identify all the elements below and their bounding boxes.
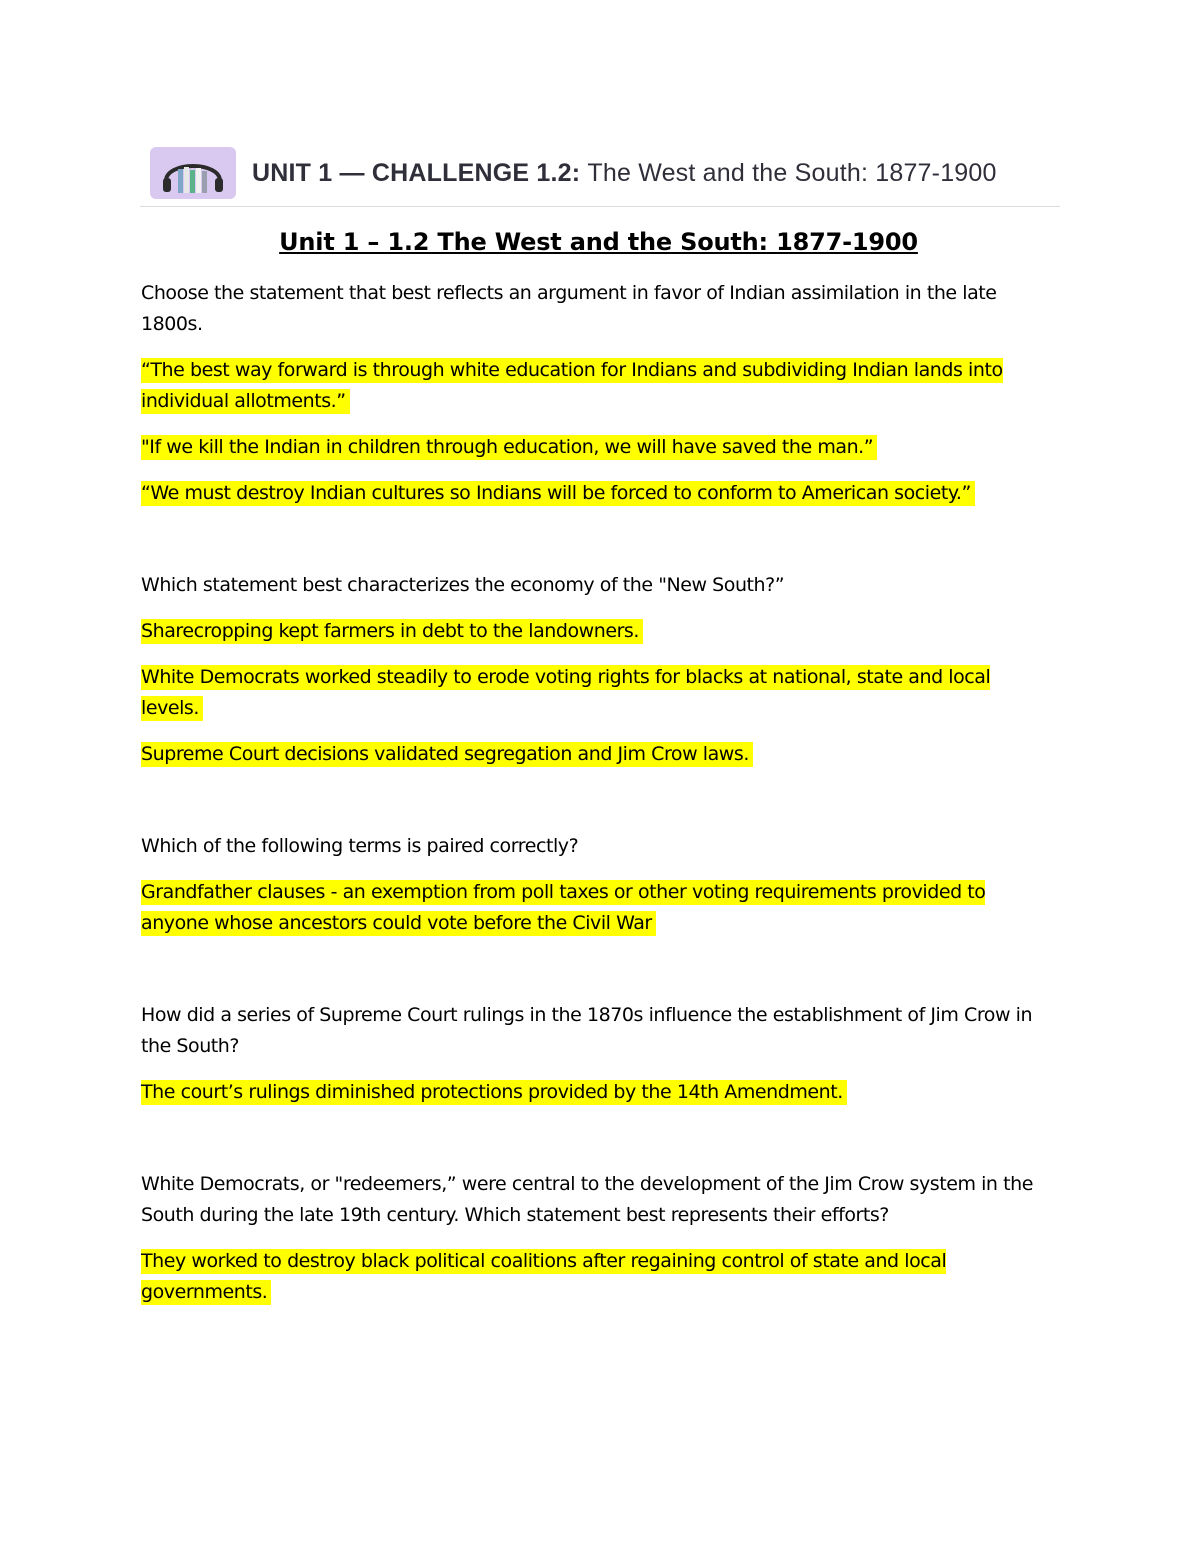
answer-5 [141, 1246, 1056, 1308]
answer-4 [141, 1077, 1056, 1108]
answer-2a [141, 616, 1056, 647]
answer-2b [141, 662, 1056, 724]
question-1: Choose the statement that best reflects an argument in favor of Indian assimilation in the late 1800s. [141, 282, 997, 335]
page-title: Unit 1 – 1.2 The West and the South: 1877-1900 [279, 228, 918, 256]
answer-highlight: Grandfather clauses - an exemption from poll taxes or other voting requirements provided to anyone whose ancestors could vote before the Civil War [141, 881, 986, 934]
banner-title-rest: The West and the South: 1877-1900 [587, 158, 997, 187]
question-4: How did a series of Supreme Court rulings in the 1870s influence the establishment of Jim Crow in the South? [141, 1004, 1033, 1057]
question-5: White Democrats, or "redeemers,” were central to the development of the Jim Crow system in the South during the late 19th century. Which statement best represents their efforts? [141, 1173, 1033, 1226]
answer-2c [141, 739, 1056, 770]
headphones-books-icon [150, 147, 236, 199]
question-2: Which statement best characterizes the economy of the "New South?” [141, 574, 785, 596]
answer-highlight: White Democrats worked steadily to erode voting rights for blacks at national, state and local levels. [141, 666, 991, 719]
banner-title [252, 159, 997, 188]
answer-3 [141, 877, 1056, 939]
answer-highlight: They worked to destroy black political coalitions after regaining control of state and local governments. [141, 1250, 947, 1303]
unit-banner [150, 144, 1060, 202]
divider [140, 206, 1060, 207]
answer-highlight: “We must destroy Indian cultures so Indians will be forced to conform to American society.” [141, 481, 975, 506]
answer-highlight: Sharecropping kept farmers in debt to the landowners. [141, 619, 643, 644]
answer-highlight: “The best way forward is through white education for Indians and subdividing Indian lands into individual allotments.” [141, 359, 1003, 412]
document-body [141, 228, 1056, 1323]
answer-highlight: Supreme Court decisions validated segregation and Jim Crow laws. [141, 742, 753, 767]
banner-title-bold: UNIT 1 — CHALLENGE 1.2: [252, 158, 581, 187]
answer-highlight: "If we kill the Indian in children through education, we will have saved the man.” [141, 435, 877, 460]
answer-1c [141, 478, 1056, 509]
answer-1b [141, 432, 1056, 463]
answer-highlight: The court’s rulings diminished protections provided by the 14th Amendment. [141, 1080, 847, 1105]
answer-1a [141, 355, 1056, 417]
question-3: Which of the following terms is paired correctly? [141, 835, 579, 857]
